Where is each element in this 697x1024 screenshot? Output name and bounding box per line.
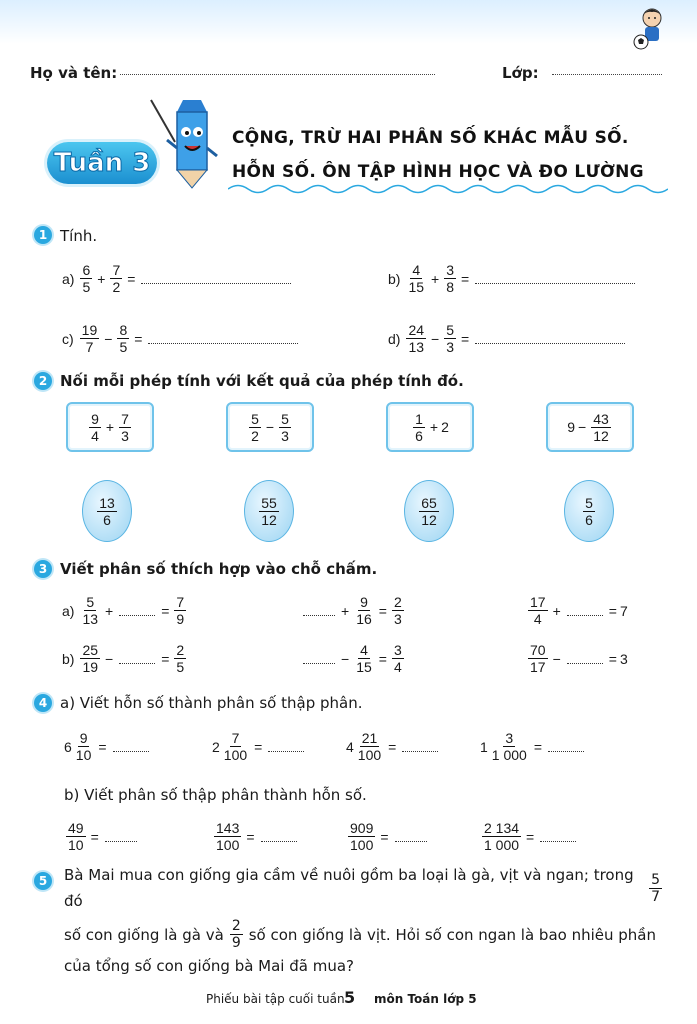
q1-item-d: d) $\frac{24}{13}$ − $\frac{5}{3}$ = bbox=[388, 322, 628, 355]
q4-mixed-2: 2 $\frac{7}{100}$ = bbox=[212, 730, 307, 763]
q4-mixed-4: 1 $\frac{3}{1 000}$ = bbox=[480, 730, 587, 763]
pencil-mascot-icon bbox=[145, 92, 225, 192]
q1-item-c: c) $\frac{19}{7}$ − $\frac{8}{5}$ = bbox=[62, 322, 301, 355]
result-oval[interactable]: $\frac{55}{12}$ bbox=[244, 480, 294, 542]
q4-mixed-1: 6 $\frac{9}{10}$ = bbox=[64, 730, 152, 763]
title-line-1: CỘNG, TRỪ HAI PHÂN SỐ KHÁC MẪU SỐ. bbox=[232, 128, 629, 148]
expression-box[interactable]: 9 − $\frac{43}{12}$ bbox=[546, 402, 634, 452]
q1-item-b: b) $\frac{4}{15}$ + $\frac{3}{8}$ = bbox=[388, 262, 638, 295]
expression-box[interactable]: $\frac{9}{4}$ + $\frac{7}{3}$ bbox=[66, 402, 154, 452]
question-1-number: 1 bbox=[34, 226, 52, 244]
title-underline bbox=[228, 182, 668, 196]
q1-item-a: a) $\frac{6}{5}$ + $\frac{7}{2}$ = bbox=[62, 262, 294, 295]
name-field[interactable] bbox=[120, 74, 435, 75]
expression-box[interactable]: $\frac{1}{6}$ + 2 bbox=[386, 402, 474, 452]
question-2-text: Nối mỗi phép tính với kết quả của phép tính đó. bbox=[60, 372, 464, 390]
answer-field[interactable] bbox=[303, 653, 335, 664]
answer-field[interactable] bbox=[148, 333, 298, 344]
answer-field[interactable] bbox=[261, 831, 297, 842]
question-1-text: Tính. bbox=[60, 227, 98, 245]
q3-item-a1: a) $\frac{5}{13}$ + = $\frac{7}{9}$ bbox=[62, 594, 185, 627]
week-badge: Tuần 3 bbox=[47, 142, 157, 184]
q4-mixed-3: 4 $\frac{21}{100}$ = bbox=[346, 730, 441, 763]
question-4a-text: a) Viết hỗn số thành phân số thập phân. bbox=[60, 694, 363, 712]
answer-field[interactable] bbox=[303, 605, 335, 616]
question-3-text: Viết phân số thích hợp vào chỗ chấm. bbox=[60, 560, 378, 578]
question-4b-text: b) Viết phân số thập phân thành hỗn số. bbox=[64, 786, 367, 804]
q4-frac-3: $\frac{909}{100}$ = bbox=[346, 820, 430, 853]
answer-field[interactable] bbox=[141, 273, 291, 284]
answer-field[interactable] bbox=[113, 741, 149, 752]
q4-frac-2: $\frac{143}{100}$ = bbox=[212, 820, 300, 853]
question-5-text: Bà Mai mua con giống gia cầm về nuôi gồm ba loại là gà, vịt và ngan; trong đó $\frac{5}{7}$ số con giống là gà và $\frac{2}{9}$ số con giống là vịt. Hỏi số con ngan là bao nhiêu phần của tổng số con giống bà Mai đã mua? bbox=[64, 866, 660, 975]
q3-item-b2: − $\frac{4}{15}$ = $\frac{3}{4}$ bbox=[300, 642, 406, 675]
footer-right-text: môn Toán lớp 5 bbox=[374, 992, 477, 1006]
name-label: Họ và tên: bbox=[30, 64, 118, 82]
soccer-boy-icon bbox=[630, 6, 668, 52]
class-label: Lớp: bbox=[502, 64, 539, 82]
answer-field[interactable] bbox=[105, 831, 137, 842]
answer-field[interactable] bbox=[402, 741, 438, 752]
answer-field[interactable] bbox=[475, 273, 635, 284]
answer-field[interactable] bbox=[268, 741, 304, 752]
q4-frac-1: $\frac{49}{10}$ = bbox=[64, 820, 140, 853]
footer-left-text: Phiếu bài tập cuối tuần bbox=[206, 992, 345, 1006]
answer-field[interactable] bbox=[548, 741, 584, 752]
answer-field[interactable] bbox=[119, 653, 155, 664]
question-4-number: 4 bbox=[34, 694, 52, 712]
result-oval[interactable]: $\frac{65}{12}$ bbox=[404, 480, 454, 542]
q3-item-a2: + $\frac{9}{16}$ = $\frac{2}{3}$ bbox=[300, 594, 406, 627]
top-band bbox=[0, 0, 697, 44]
answer-field[interactable] bbox=[475, 333, 625, 344]
question-2-number: 2 bbox=[34, 372, 52, 390]
answer-field[interactable] bbox=[395, 831, 427, 842]
q3-item-b3: $\frac{70}{17}$ − = 3 bbox=[530, 642, 628, 675]
question-3-number: 3 bbox=[34, 560, 52, 578]
question-5-number: 5 bbox=[34, 872, 52, 890]
class-field[interactable] bbox=[552, 74, 662, 75]
q3-item-b1: b) $\frac{25}{19}$ − = $\frac{2}{5}$ bbox=[62, 642, 185, 675]
q4-frac-4: $\frac{2 134}{1 000}$ = bbox=[480, 820, 579, 853]
page-number: 5 bbox=[344, 988, 356, 1007]
q3-item-a3: $\frac{17}{4}$ + = 7 bbox=[530, 594, 628, 627]
answer-field[interactable] bbox=[119, 605, 155, 616]
result-oval[interactable]: $\frac{5}{6}$ bbox=[564, 480, 614, 542]
expression-box[interactable]: $\frac{5}{2}$ − $\frac{5}{3}$ bbox=[226, 402, 314, 452]
answer-field[interactable] bbox=[567, 653, 603, 664]
answer-field[interactable] bbox=[540, 831, 576, 842]
result-oval[interactable]: $\frac{13}{6}$ bbox=[82, 480, 132, 542]
title-line-2: HỖN SỐ. ÔN TẬP HÌNH HỌC VÀ ĐO LƯỜNG bbox=[232, 162, 644, 182]
answer-field[interactable] bbox=[567, 605, 603, 616]
